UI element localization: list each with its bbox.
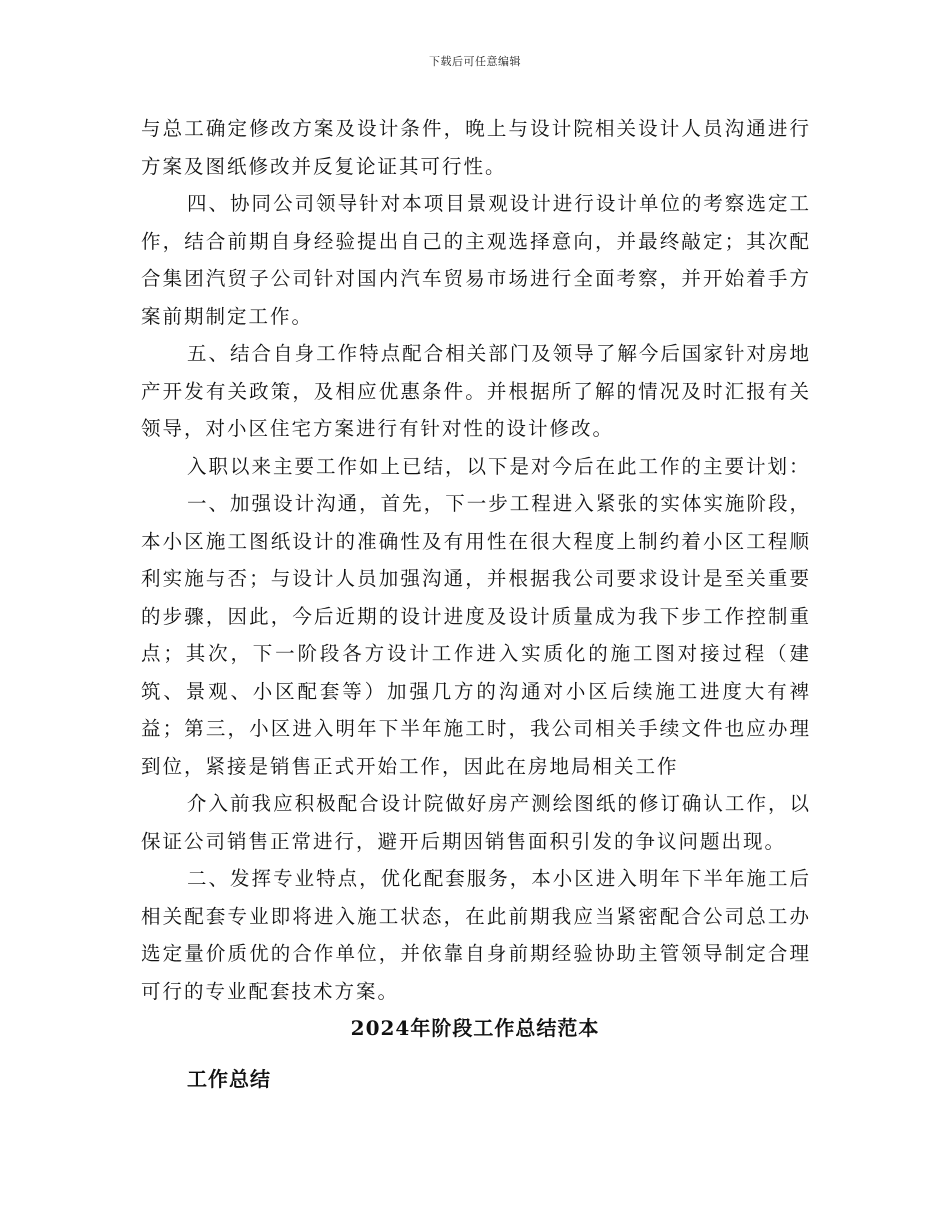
page-header: 下载后可任意编辑 bbox=[429, 55, 521, 68]
section-title: 2024年阶段工作总结范本 bbox=[350, 1016, 600, 1040]
subsection-title: 工作总结 bbox=[187, 1067, 271, 1091]
paragraph-6: 介入前我应积极配合设计院做好房产测绘图纸的修订确认工作，以保证公司销售正常进行，避开后期因销售面积引发的争议问题出现。 bbox=[141, 792, 811, 853]
paragraph-3: 五、结合自身工作特点配合相关部门及领导了解今后国家针对房地产开发有关政策，及相应优惠条件。并根据所了解的情况及时汇报有关领导，对小区住宅方案进行有针对性的设计修改。 bbox=[141, 342, 811, 440]
document-body bbox=[141, 110, 811, 1010]
paragraph-7: 二、发挥专业特点，优化配套服务，本小区进入明年下半年施工后相关配套专业即将进入施工状态，在此前期我应当紧密配合公司总工办选定量价质优的合作单位，并依靠自身前期经验协助主管领导制定合理可行的专业配套技术方案。 bbox=[141, 867, 811, 1003]
paragraph-1: 与总工确定修改方案及设计条件，晚上与设计院相关设计人员沟通进行方案及图纸修改并反复论证其可行性。 bbox=[141, 117, 811, 178]
paragraph-2: 四、协同公司领导针对本项目景观设计进行设计单位的考察选定工作，结合前期自身经验提出自己的主观选择意向，并最终敲定；其次配合集团汽贸子公司针对国内汽车贸易市场进行全面考察，并开始着手方案前期制定工作。 bbox=[141, 192, 811, 328]
paragraph-4: 入职以来主要工作如上已结，以下是对今后在此工作的主要计划： bbox=[187, 454, 811, 478]
paragraph-5: 一、加强设计沟通，首先，下一步工程进入紧张的实体实施阶段，本小区施工图纸设计的准确性及有用性在很大程度上制约着小区工程顺利实施与否；与设计人员加强沟通，并根据我公司要求设计是至关重要的步骤，因此，今后近期的设计进度及设计质量成为我下步工作控制重点；其次，下一阶段各方设计工作进入实质化的施工图对接过程（建筑、景观、小区配套等）加强几方的沟通对小区后续施工进度大有裨益；第三，小区进入明年下半年施工时，我公司相关手续文件也应办理到位，紧接是销售正式开始工作，因此在房地局相关工作 bbox=[141, 492, 811, 778]
